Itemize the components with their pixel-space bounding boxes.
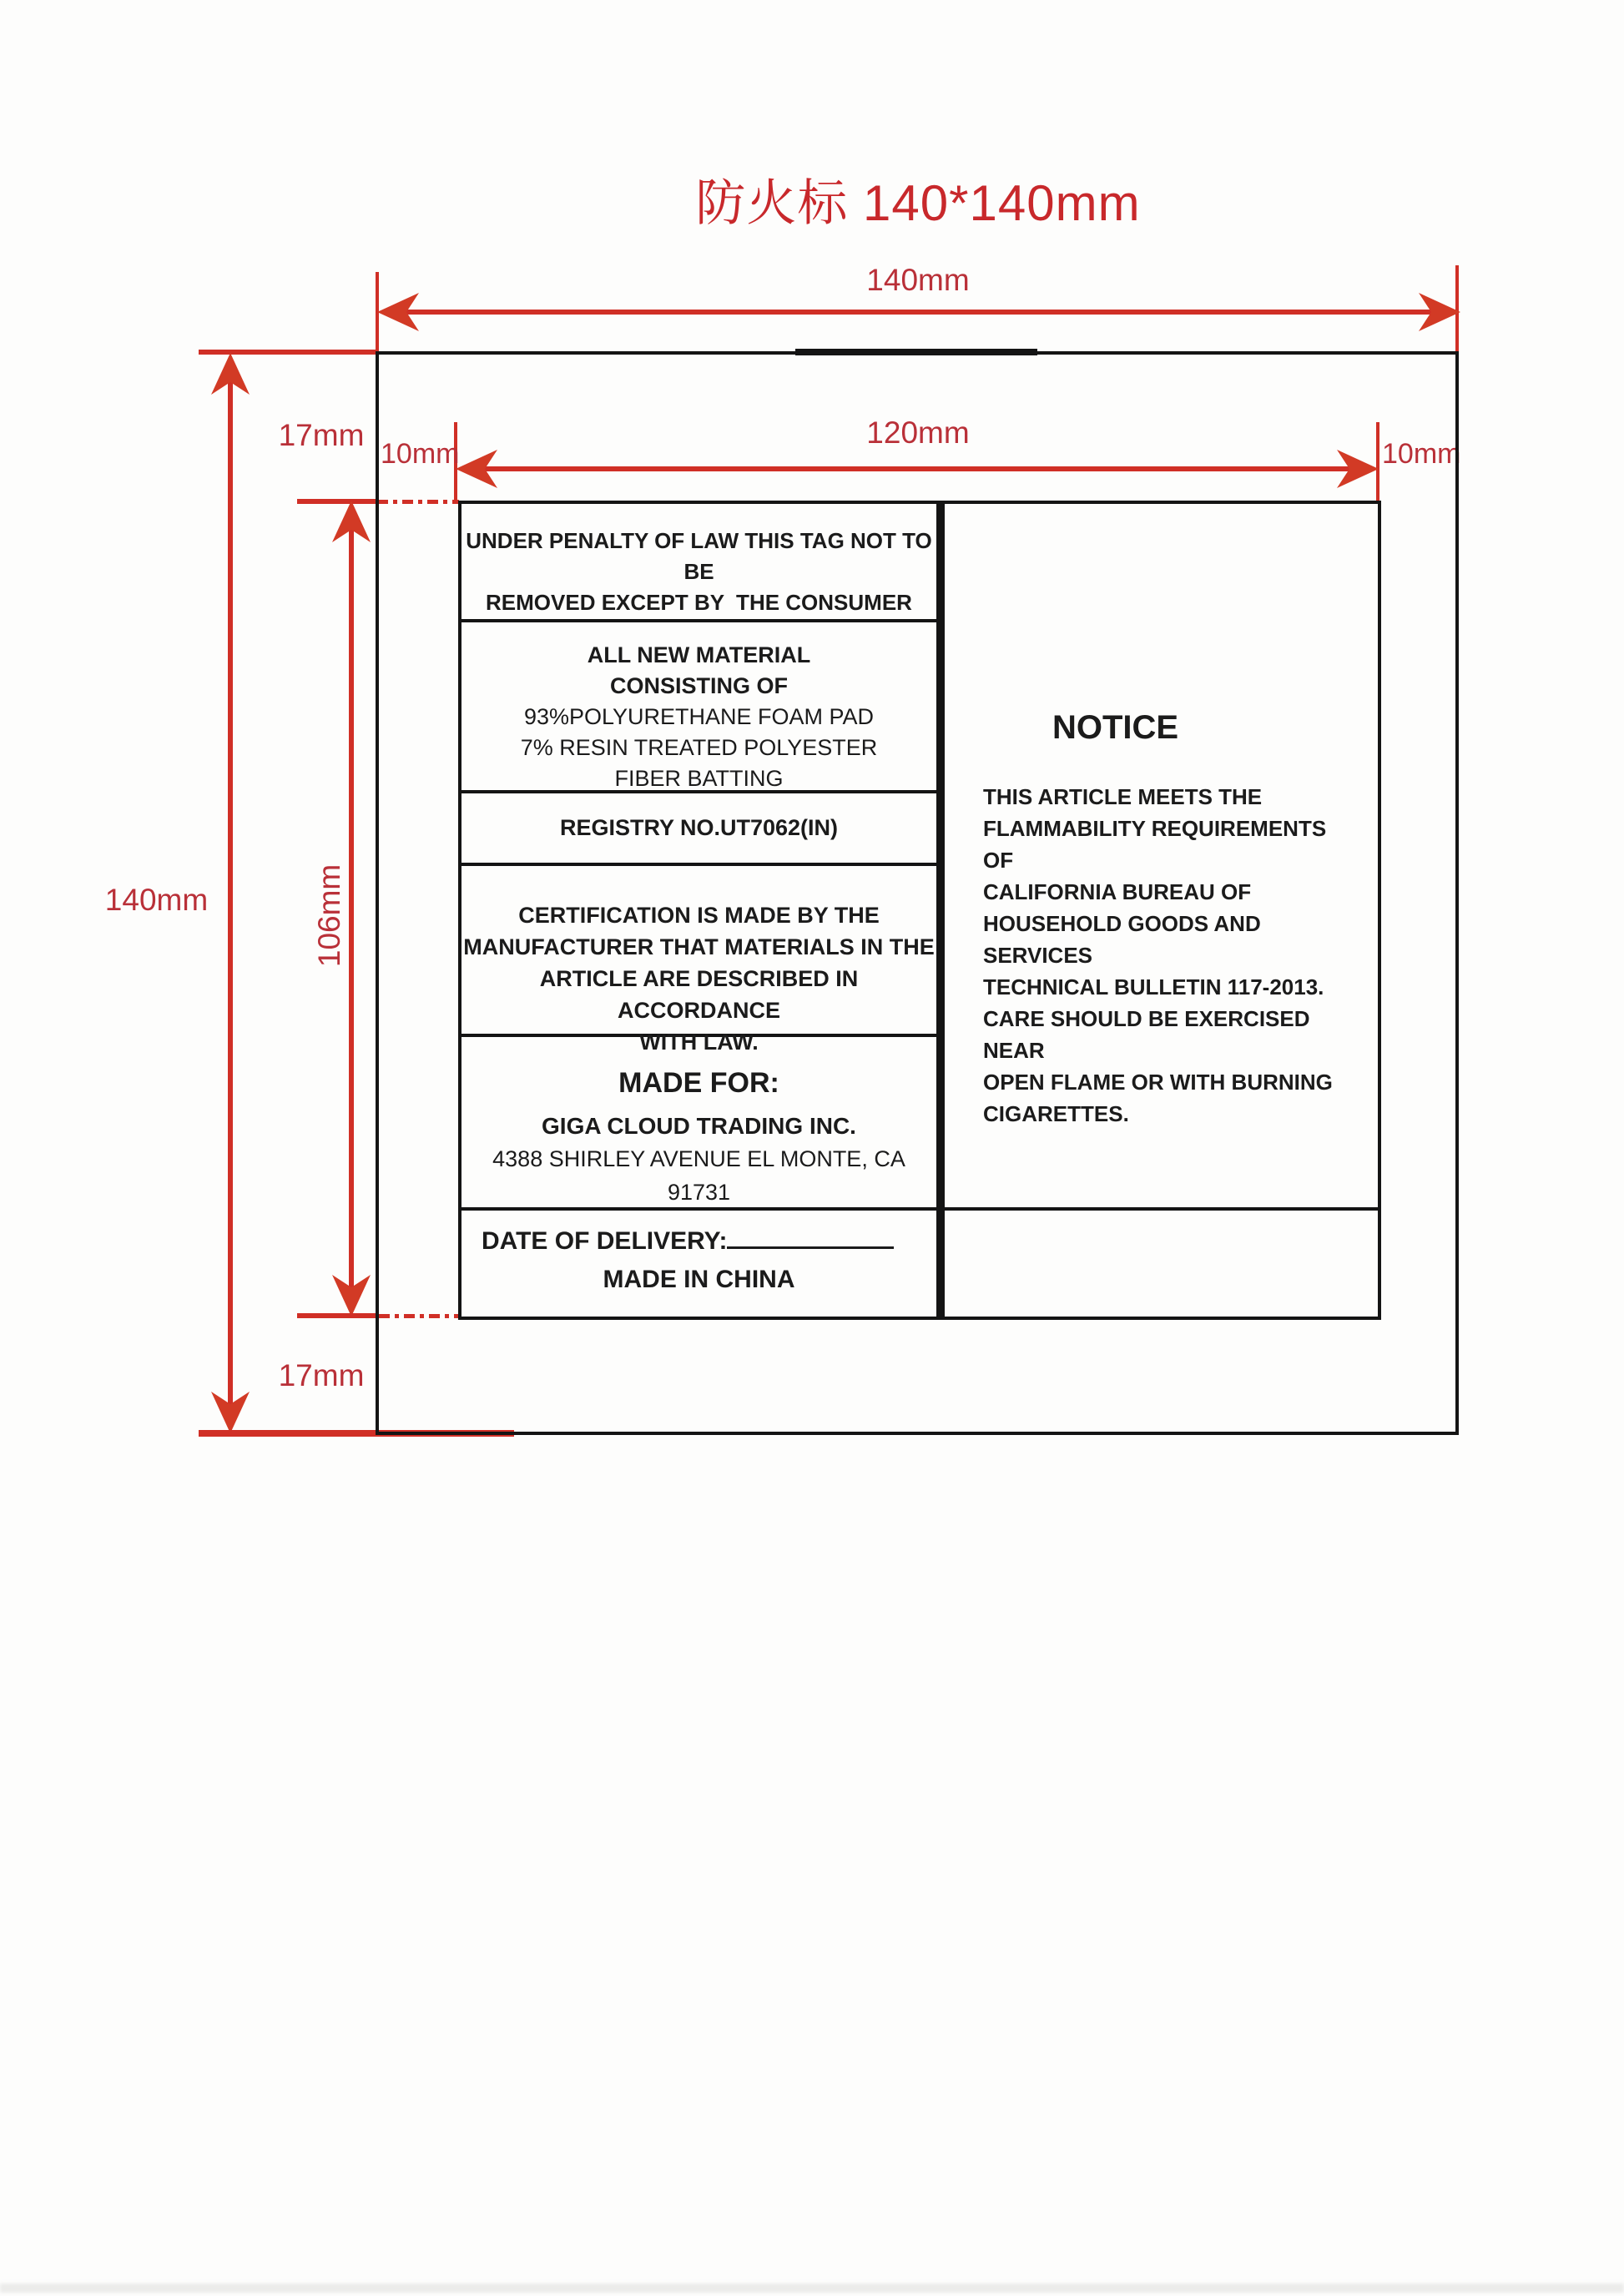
notice-line: OPEN FLAME OR WITH BURNING [983, 1070, 1333, 1095]
penalty-line: UNDER PENALTY OF LAW THIS TAG NOT TO BE [466, 528, 932, 584]
certification-line: ARTICLE ARE DESCRIBED IN ACCORDANCE [539, 966, 859, 1023]
notice-line: CARE SHOULD BE EXERCISED NEAR [983, 1006, 1310, 1063]
outer-top-edge-thick-segment [795, 349, 1037, 355]
tick-outer-top [199, 350, 377, 355]
dim-arrow-top-shaft [392, 310, 1445, 315]
material-line: 93%POLYURETHANE FOAM PAD [523, 704, 875, 729]
dim-label-outer-width: 140mm [866, 263, 970, 297]
notice-line: TECHNICAL BULLETIN 117-2013. [983, 974, 1324, 999]
notice-line: FLAMMABILITY REQUIREMENTS OF [983, 816, 1327, 873]
made-in-label: MADE IN CHINA [603, 1266, 795, 1293]
tick-inner-bottom [297, 1313, 377, 1318]
date-of-delivery-label: DATE OF DELIVERY: [482, 1227, 728, 1255]
registry-number: REGISTRY NO.UT7062(IN) [559, 815, 839, 840]
dim-label-top-margin: 17mm [278, 418, 365, 452]
registry-section [461, 793, 936, 866]
notice-line: HOUSEHOLD GOODS AND SERVICES [983, 911, 1261, 968]
material-line: ALL NEW MATERIAL [587, 642, 811, 667]
certification-line: MANUFACTURER THAT MATERIALS IN THE [463, 934, 935, 959]
dim-label-inner-width: 120mm [866, 415, 970, 450]
notice-line: THIS ARTICLE MEETS THE [983, 784, 1263, 809]
dim-label-inner-height: 106mm [312, 864, 347, 968]
dim-label-right-margin: 10mm [1382, 438, 1461, 470]
dim-arrow-106-shaft [349, 514, 354, 1311]
delivery-section [461, 1211, 936, 1316]
extension-line-top-right [1455, 265, 1459, 351]
label-right-column [945, 504, 1378, 1317]
notice-section [945, 504, 1378, 1211]
certification-line: WITH LAW. [639, 1030, 759, 1055]
material-line: 7% RESIN TREATED POLYESTER [520, 735, 878, 760]
bottom-edge-artifact [0, 2283, 1624, 2293]
penalty-line: REMOVED EXCEPT BY THE CONSUMER [486, 590, 912, 615]
certification-line: CERTIFICATION IS MADE BY THE [518, 903, 880, 928]
made-for-section [461, 1037, 936, 1211]
dim-label-left-margin: 10mm [381, 438, 460, 470]
notice-line: CALIFORNIA BUREAU OF [983, 879, 1252, 904]
notice-footer-cell [945, 1211, 1378, 1317]
penalty-section [461, 504, 936, 622]
dim-label-bottom-margin: 17mm [278, 1358, 365, 1392]
notice-line: CIGARETTES. [983, 1101, 1129, 1126]
label-left-column [461, 504, 936, 1317]
material-section [461, 622, 936, 793]
fire-label [458, 501, 1381, 1320]
material-line: CONSISTING OF [609, 673, 788, 698]
company-name: GIGA CLOUD TRADING INC. [542, 1113, 856, 1139]
certification-section [461, 866, 936, 1055]
page-title: 防火标 140*140mm [695, 175, 1141, 231]
tick-inner-top [297, 499, 377, 504]
dim-label-outer-height: 140mm [104, 883, 209, 917]
company-address: 4388 SHIRLEY AVENUE EL MONTE, CA 91731 [492, 1146, 905, 1205]
made-for-heading: MADE FOR: [618, 1067, 779, 1099]
notice-heading: NOTICE [1052, 709, 1179, 746]
date-fill-line [727, 1246, 894, 1249]
column-divider [936, 504, 945, 1317]
material-line: FIBER BATTING [614, 766, 784, 791]
notice-body [945, 781, 1378, 1130]
